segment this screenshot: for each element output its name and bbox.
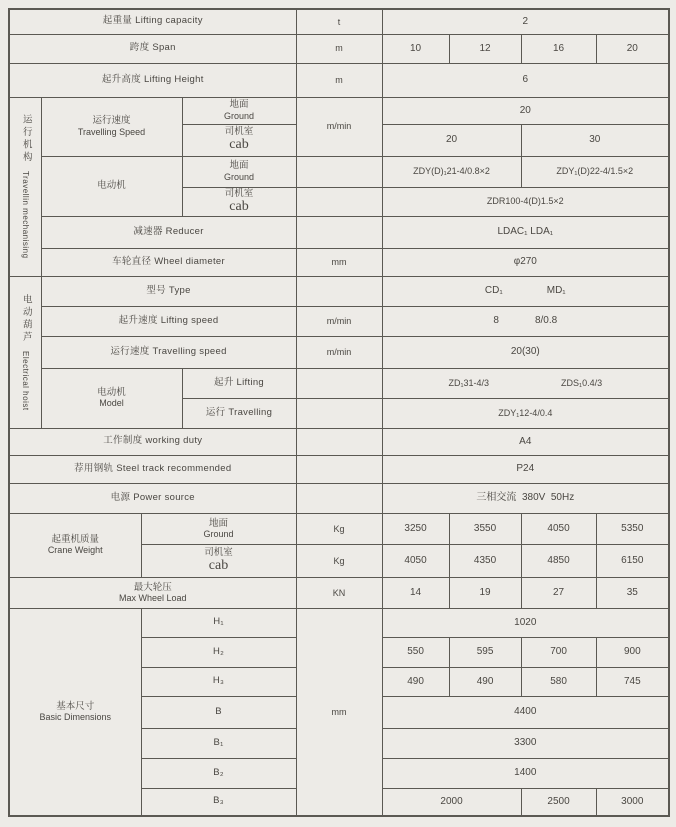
crane-weight-cab-unit: Kg [296, 544, 382, 577]
row-crane-weight-ground [9, 513, 669, 544]
hoist-motor-lifting-sublabel: 起升 Lifting [182, 368, 296, 398]
dim-h3-value-3: 580 [521, 667, 596, 696]
hoist-lifting-speed-label: 起升速度 Lifting speed [41, 306, 296, 336]
mech-motor-cab-sublabel [182, 187, 296, 216]
crane-weight-ground-sublabel [141, 513, 296, 544]
spec-table [8, 8, 670, 817]
ground-en: Ground [224, 110, 255, 121]
dim-h1-label: H₁ [141, 608, 296, 637]
max-wheel-load-value-4: 35 [596, 577, 669, 608]
power-source-unit [296, 483, 382, 513]
trav-speed-ground-value: 20 [382, 97, 669, 124]
power-source-label: 电源 Power source [9, 483, 296, 513]
hoist-lifting-speed-unit: m/min [296, 306, 382, 336]
dim-h2-value-2: 595 [449, 637, 521, 667]
crane-weight-cab-value-3: 4850 [521, 544, 596, 577]
lifting-height-label: 起升高度 Lifting Height [9, 63, 296, 97]
mech-motor-ground-unit [296, 156, 382, 187]
hoist-trav-speed-unit: m/min [296, 336, 382, 368]
crane-weight-ground-value-3: 4050 [521, 513, 596, 544]
hoist-motor-lifting-value [382, 368, 669, 398]
wheel-diameter-label: 车轮直径 Wheel diameter [41, 248, 296, 276]
dim-b3-value-2: 2500 [521, 788, 596, 816]
wheel-diameter-value: φ270 [382, 248, 669, 276]
lifting-height-value: 6 [382, 63, 669, 97]
hoist-motor-lifting-value-2: ZDS₁0.4/3 [561, 378, 603, 389]
crane-weight-label-cn: 起重机质量 [51, 534, 99, 546]
dim-h2-value-4: 900 [596, 637, 669, 667]
steel-track-unit [296, 455, 382, 483]
span-value-4: 20 [596, 34, 669, 63]
dim-h3-label: H₃ [141, 667, 296, 696]
lifting-capacity-value: 2 [382, 9, 669, 34]
hoist-motor-lifting-value-1: ZD₁31-4/3 [448, 378, 490, 389]
mech-motor-label: 电动机 [41, 156, 182, 216]
span-value-1: 10 [382, 34, 449, 63]
row-hoist-motor-lifting [9, 368, 669, 398]
dim-b3-value-3: 3000 [596, 788, 669, 816]
hoist-type-value [382, 276, 669, 306]
hoist-type-value-1: CD₁ [484, 285, 503, 297]
hoist-trav-speed-value: 20(30) [382, 336, 669, 368]
dim-h2-value-3: 700 [521, 637, 596, 667]
trav-speed-cab-value-2: 30 [521, 124, 669, 156]
row-dim-h1 [9, 608, 669, 637]
dim-b-value: 4400 [382, 696, 669, 728]
dim-h3-value-2: 490 [449, 667, 521, 696]
dim-h3-value-4: 745 [596, 667, 669, 696]
reducer-label: 减速器 Reducer [41, 216, 296, 248]
power-source-value: 三相交流 380V 50Hz [382, 483, 669, 513]
row-mech-motor-ground [9, 156, 669, 187]
trav-speed-cab-sublabel [182, 124, 296, 156]
ground-cn: 地面 [229, 99, 249, 111]
max-wheel-load-value-1: 14 [382, 577, 449, 608]
dim-h2-label: H₂ [141, 637, 296, 667]
spec-sheet [8, 8, 670, 817]
crane-weight-label [9, 513, 141, 577]
basic-dimensions-label-cn: 基本尺寸 [56, 700, 95, 712]
span-unit: m [296, 34, 382, 63]
crane-weight-ground-value-1: 3250 [382, 513, 449, 544]
hoist-type-unit [296, 276, 382, 306]
span-label: 跨度 Span [9, 34, 296, 63]
dim-b1-value: 3300 [382, 728, 669, 758]
crane-weight-cab-value-4: 6150 [596, 544, 669, 577]
row-hoist-type [9, 276, 669, 306]
working-duty-value: A4 [382, 428, 669, 455]
row-power-source [9, 483, 669, 513]
hoist-lifting-speed-value-1: 8 [493, 315, 499, 327]
basic-dimensions-label [9, 608, 141, 816]
dim-h2-value-1: 550 [382, 637, 449, 667]
mech-motor-ground-value-2: ZDY₁(D)22-4/1.5×2 [521, 156, 669, 187]
crane-weight-ground-value-4: 5350 [596, 513, 669, 544]
crane-weight-cab-sublabel [141, 544, 296, 577]
working-duty-unit [296, 428, 382, 455]
mech-motor-ground-sublabel [182, 156, 296, 187]
row-hoist-trav-speed [9, 336, 669, 368]
lifting-capacity-label: 起重量 Lifting capacity [9, 9, 296, 34]
cab-en: cab [229, 198, 249, 214]
trav-speed-cab-value-1: 20 [382, 124, 521, 156]
row-max-wheel-load [9, 577, 669, 608]
hoist-lifting-speed-value-2: 8/0.8 [534, 315, 558, 327]
trav-speed-ground-sublabel [182, 97, 296, 124]
hoist-motor-travelling-unit [296, 398, 382, 428]
row-working-duty [9, 428, 669, 455]
row-span [9, 34, 669, 63]
hoist-type-value-2: MD₁ [546, 285, 566, 297]
trav-speed-unit: m/min [296, 97, 382, 156]
section-travelling-mechanism [9, 97, 41, 276]
cab-cn: 司机室 [224, 187, 254, 199]
lifting-height-unit: m [296, 63, 382, 97]
dim-b3-value-1: 2000 [382, 788, 521, 816]
lifting-capacity-unit: t [296, 9, 382, 34]
max-wheel-load-value-3: 27 [521, 577, 596, 608]
cab-cn: 司机室 [224, 125, 254, 137]
hoist-motor-travelling-sublabel: 运行 Travelling [182, 398, 296, 428]
row-hoist-lifting-speed [9, 306, 669, 336]
row-steel-track [9, 455, 669, 483]
hoist-lifting-speed-value [382, 306, 669, 336]
max-wheel-load-label-cn: 最大轮压 [133, 581, 172, 593]
hoist-type-label: 型号 Type [41, 276, 296, 306]
row-lifting-capacity [9, 9, 669, 34]
hoist-motor-lifting-unit [296, 368, 382, 398]
dim-b-label: B [141, 696, 296, 728]
reducer-unit [296, 216, 382, 248]
dim-b3-label: B₃ [141, 788, 296, 816]
mech-motor-cab-unit [296, 187, 382, 216]
trav-speed-label-cn: 运行速度 [92, 115, 131, 127]
hoist-motor-label-en: Model [99, 398, 124, 409]
trav-speed-label [41, 97, 182, 156]
ground-en: Ground [203, 528, 234, 539]
ground-cn: 地面 [229, 160, 249, 172]
crane-weight-cab-value-2: 4350 [449, 544, 521, 577]
row-wheel-diameter [9, 248, 669, 276]
dim-h3-value-1: 490 [382, 667, 449, 696]
mech-motor-cab-value: ZDR100-4(D)1.5×2 [382, 187, 669, 216]
section-electric-hoist-cn: 电动葫芦 [20, 293, 32, 344]
dim-b2-label: B₂ [141, 758, 296, 788]
steel-track-label: 荐用钢轨 Steel track recommended [9, 455, 296, 483]
hoist-motor-label [41, 368, 182, 428]
steel-track-value: P24 [382, 455, 669, 483]
hoist-motor-label-cn: 电动机 [97, 387, 126, 399]
crane-weight-ground-unit: Kg [296, 513, 382, 544]
cab-en: cab [229, 137, 249, 153]
mech-motor-ground-value-1: ZDY(D)₁21-4/0.8×2 [382, 156, 521, 187]
crane-weight-label-en: Crane Weight [47, 545, 103, 556]
max-wheel-load-value-2: 19 [449, 577, 521, 608]
span-value-2: 12 [449, 34, 521, 63]
reducer-value: LDAC₁ LDA₁ [382, 216, 669, 248]
section-travelling-mechanism-cn: 运行机构 [20, 114, 32, 165]
dim-h1-value: 1020 [382, 608, 669, 637]
basic-dimensions-label-en: Basic Dimensions [39, 712, 112, 723]
wheel-diameter-unit: mm [296, 248, 382, 276]
dim-b2-value: 1400 [382, 758, 669, 788]
hoist-motor-travelling-value: ZDY₁12-4/0.4 [382, 398, 669, 428]
cab-en: cab [208, 557, 229, 573]
hoist-trav-speed-label: 运行速度 Travelling speed [41, 336, 296, 368]
crane-weight-cab-value-1: 4050 [382, 544, 449, 577]
basic-dimensions-unit: mm [296, 608, 382, 816]
row-trav-speed-ground [9, 97, 669, 124]
span-value-3: 16 [521, 34, 596, 63]
cab-cn: 司机室 [204, 546, 233, 558]
section-travelling-mechanism-en: Travellin mechanising [20, 171, 30, 259]
section-electric-hoist-en: Electrical hoist [20, 350, 30, 411]
working-duty-label: 工作制度 working duty [9, 428, 296, 455]
section-electric-hoist [9, 276, 41, 428]
max-wheel-load-label-en: Max Wheel Load [119, 592, 187, 603]
row-lifting-height [9, 63, 669, 97]
dim-b1-label: B₁ [141, 728, 296, 758]
row-reducer [9, 216, 669, 248]
trav-speed-label-en: Travelling Speed [77, 126, 146, 137]
max-wheel-load-label [9, 577, 296, 608]
crane-weight-ground-value-2: 3550 [449, 513, 521, 544]
max-wheel-load-unit: KN [296, 577, 382, 608]
ground-en: Ground [224, 171, 255, 182]
ground-cn: 地面 [209, 517, 229, 529]
